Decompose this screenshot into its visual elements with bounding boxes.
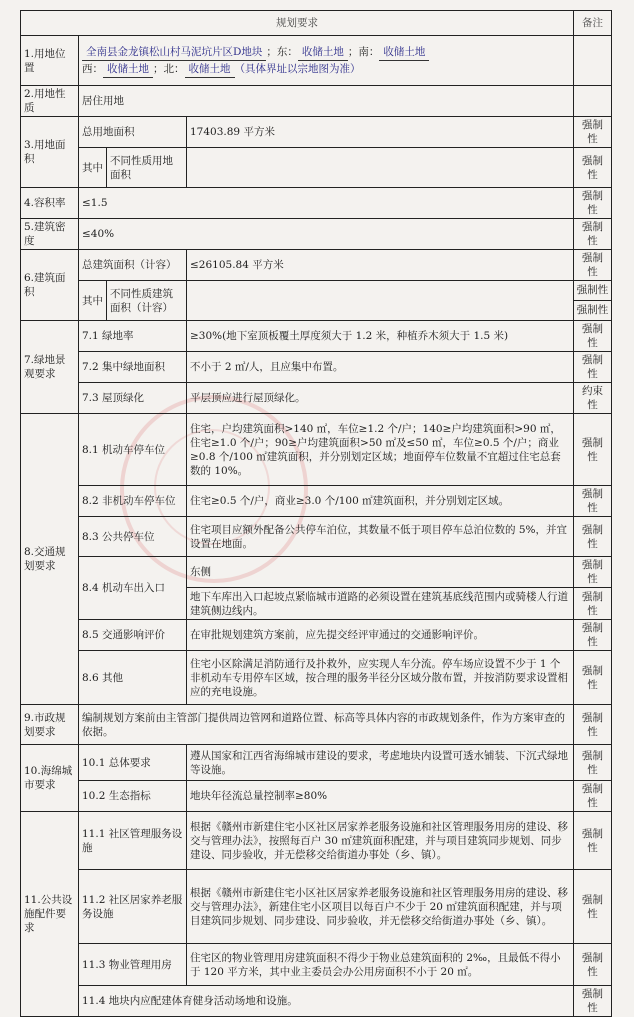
row-label: 3.用地面积 — [21, 117, 79, 188]
table-header-row — [21, 11, 612, 36]
item-name: 10.1 总体要求 — [79, 745, 187, 781]
row-label: 5.建筑密度 — [21, 219, 79, 250]
row-land-area-sub — [21, 148, 612, 188]
item-value: 东侧 — [187, 557, 574, 588]
item-value: 不小于 2 ㎡/人，且应集中布置。 — [187, 352, 574, 383]
note-cell: 强制性 — [574, 812, 612, 870]
item-value: 住宅，户均建筑面积>140 ㎡，车位≥1.2 个/户；140≥户均建筑面积>90 ㎡，住宅≥1.0 个/户；90≥户均建筑面积>50 ㎡及≤50 ㎡，车位≥0.5 个/户；商业≥0.8 个/100 ㎡建筑面积，并分别划定区域；地面停车位数量不宜超过住宅总套数的 10%。 — [187, 414, 574, 486]
item-name: 8.1 机动车停车位 — [79, 414, 187, 486]
row-label: 1.用地位置 — [21, 36, 79, 86]
south-value: 收储土地 — [379, 44, 429, 61]
row-sponge-2 — [21, 781, 612, 812]
row-land-area — [21, 117, 612, 148]
note-cell: 强制性 — [574, 250, 612, 281]
item-value: 在审批规划建筑方案前，应先提交经评审通过的交通影响评价。 — [187, 620, 574, 651]
row-traffic-1 — [21, 414, 612, 486]
row-label: 11.公共设施配件要求 — [21, 812, 79, 1017]
item-value: 住宅小区除满足消防通行及扑救外，应实现人车分流。停车场应设置不少于 1 个非机动车专用停车区域，按合理的服务半径分区域分散布置，并按消防要求设置相应的充电设施。 — [187, 651, 574, 705]
note-cell: 强制性 — [574, 414, 612, 486]
item-name: 7.2 集中绿地面积 — [79, 352, 187, 383]
row-green-2 — [21, 352, 612, 383]
location-value: 全南县金龙镇松山村马泥坑片区D地块 ；东： 收储土地 ；南： 收储土地 西： 收储土地 ；北： 收储土地 （具体界址以宗地图为准） — [79, 36, 574, 86]
west-label: 西： — [82, 62, 103, 75]
row-facility-3 — [21, 944, 612, 986]
row-density — [21, 219, 612, 250]
note-cell: 强制性 — [574, 321, 612, 352]
row-label: 4.容积率 — [21, 188, 79, 219]
south-label: 南： — [358, 45, 380, 58]
item-value: 地块年径流总量控制率≥80% — [187, 781, 574, 812]
note-cell: 强制性 — [574, 620, 612, 651]
planning-requirements-table — [20, 10, 612, 1017]
note-cell: 强制性 — [574, 870, 612, 944]
west-value: 收储土地 — [103, 61, 153, 78]
note-cell: 强制性 — [574, 219, 612, 250]
row-label: 7.绿地景观要求 — [21, 321, 79, 414]
row-facility-2 — [21, 870, 612, 944]
row-building-area-sub — [21, 281, 612, 321]
north-label: 北： — [163, 62, 185, 75]
note-cell: 强制性 — [574, 781, 612, 812]
density-value: ≤40% — [79, 219, 574, 250]
row-label: 8.交通规划要求 — [21, 414, 79, 705]
total-area-label: 总用地面积 — [79, 117, 187, 148]
note-cell: 强制性 — [574, 188, 612, 219]
note-cell: 强制性 — [574, 486, 612, 517]
item-value: 根据《赣州市新建住宅小区社区居家养老服务设施和社区管理服务用房的建设、移交与管理办法》，新建住宅小区项目以每百户不少于 20 ㎡建筑面积配建，并与项目建筑同步规划、同步建设、同步验收，并无偿移交给街道办事处（乡、镇）。 — [187, 870, 574, 944]
note-cell — [574, 281, 612, 321]
item-value: 平层顶应进行屋顶绿化。 — [187, 383, 574, 414]
note-cell — [574, 36, 612, 86]
item-name: 8.5 交通影响评价 — [79, 620, 187, 651]
sub-label: 其中 — [79, 148, 107, 188]
sub-value — [187, 148, 574, 188]
total-building-label: 总建筑面积（计容） — [79, 250, 187, 281]
item-name: 8.2 非机动车停车位 — [79, 486, 187, 517]
note-cell: 强制性 — [574, 705, 612, 745]
item-name: 7.3 屋顶绿化 — [79, 383, 187, 414]
row-facility-4 — [21, 986, 612, 1017]
item-name: 11.3 物业管理用房 — [79, 944, 187, 986]
total-area-value: 17403.89 平方米 — [187, 117, 574, 148]
item-value: 住宅≥0.5 个/户，商业≥3.0 个/100 ㎡建筑面积，并分别划定区域。 — [187, 486, 574, 517]
item-name: 7.1 绿地率 — [79, 321, 187, 352]
item-name: 8.6 其他 — [79, 651, 187, 705]
row-green-1 — [21, 321, 612, 352]
item-value: 住宅区的物业管理用房建筑面积不得少于物业总建筑面积的 2‰，且最低不得小于 120 平方米，其中业主委员会办公用房面积不小于 20 ㎡。 — [187, 944, 574, 986]
item-value: 住宅项目应额外配备公共停车泊位，其数量不低于项目停车总泊位数的 5%，并宜设置在地面。 — [187, 517, 574, 557]
sub-label: 其中 — [79, 281, 107, 321]
note-cell: 强制性 — [574, 944, 612, 986]
item-value: 遵从国家和江西省海绵城市建设的要求，考虑地块内设置可透水铺装、下沉式绿地等设施。 — [187, 745, 574, 781]
row-land-use — [21, 86, 612, 117]
item-value: 根据《赣州市新建住宅小区社区居家养老服务设施和社区管理服务用房的建设、移交与管理办法》，按照每百户 30 ㎡建筑面积配建，并与项目建筑同步规划、同步建设、同步验收，并无偿移交给街道办事处（乡、镇）。 — [187, 812, 574, 870]
row-label: 6.建筑面积 — [21, 250, 79, 321]
north-value: 收储土地 — [185, 61, 235, 78]
header-note: 备注 — [574, 11, 612, 36]
note-cell: 强制性 — [574, 651, 612, 705]
row-label: 10.海绵城市要求 — [21, 745, 79, 812]
row-traffic-3 — [21, 517, 612, 557]
row-sponge-1 — [21, 745, 612, 781]
note-a: 强制性 — [574, 281, 611, 301]
header-requirements: 规划要求 — [21, 11, 574, 36]
row-land-location — [21, 36, 612, 86]
note-cell: 强制性 — [574, 588, 612, 620]
note-cell: 强制性 — [574, 148, 612, 188]
item-value: ≥30%(地下室顶板覆土厚度须大于 1.2 米，种植乔木须大于 1.5 米) — [187, 321, 574, 352]
note-cell: 强制性 — [574, 557, 612, 588]
item-name: 11.1 社区管理服务设施 — [79, 812, 187, 870]
row-label: 9.市政规划要求 — [21, 705, 79, 745]
row-facility-1 — [21, 812, 612, 870]
sub-item: 不同性质建筑面积（计容） — [107, 281, 187, 321]
note-cell — [574, 86, 612, 117]
sub-item: 不同性质用地面积 — [107, 148, 187, 188]
east-label: 东： — [276, 45, 298, 58]
item-name: 11.4 地块内应配建体育健身活动场地和设施。 — [79, 986, 574, 1017]
far-value: ≤1.5 — [79, 188, 574, 219]
note-b: 强制性 — [576, 304, 609, 316]
row-green-3 — [21, 383, 612, 414]
item-value: 地下车库出入口起坡点紧临城市道路的必须设置在建筑基底线范围内或骑楼人行道建筑侧边线内。 — [187, 588, 574, 620]
item-name: 8.4 机动车出入口 — [79, 557, 187, 620]
note-cell: 强制性 — [574, 745, 612, 781]
land-use-value: 居住用地 — [79, 86, 574, 117]
note-cell: 强制性 — [574, 517, 612, 557]
note-cell: 约束性 — [574, 383, 612, 414]
boundary-note: （具体界址以宗地图为准） — [234, 62, 361, 75]
row-building-area — [21, 250, 612, 281]
item-name: 10.2 生态指标 — [79, 781, 187, 812]
municipal-value: 编制规划方案前由主管部门提供周边管网和道路位置、标高等具体内容的市政规划条件，作为方案审查的依据。 — [79, 705, 574, 745]
note-cell: 强制性 — [574, 986, 612, 1017]
east-value: 收储土地 — [298, 44, 348, 61]
note-cell: 强制性 — [574, 352, 612, 383]
row-municipal — [21, 705, 612, 745]
row-traffic-6 — [21, 651, 612, 705]
row-traffic-5 — [21, 620, 612, 651]
location-name: 全南县金龙镇松山村马泥坑片区D地块 — [82, 44, 266, 61]
row-far — [21, 188, 612, 219]
row-label: 2.用地性质 — [21, 86, 79, 117]
sub-value — [187, 281, 574, 321]
item-name: 11.2 社区居家养老服务设施 — [79, 870, 187, 944]
row-traffic-4a — [21, 557, 612, 588]
note-cell: 强制性 — [574, 117, 612, 148]
row-traffic-2 — [21, 486, 612, 517]
total-building-value: ≤26105.84 平方米 — [187, 250, 574, 281]
item-name: 8.3 公共停车位 — [79, 517, 187, 557]
